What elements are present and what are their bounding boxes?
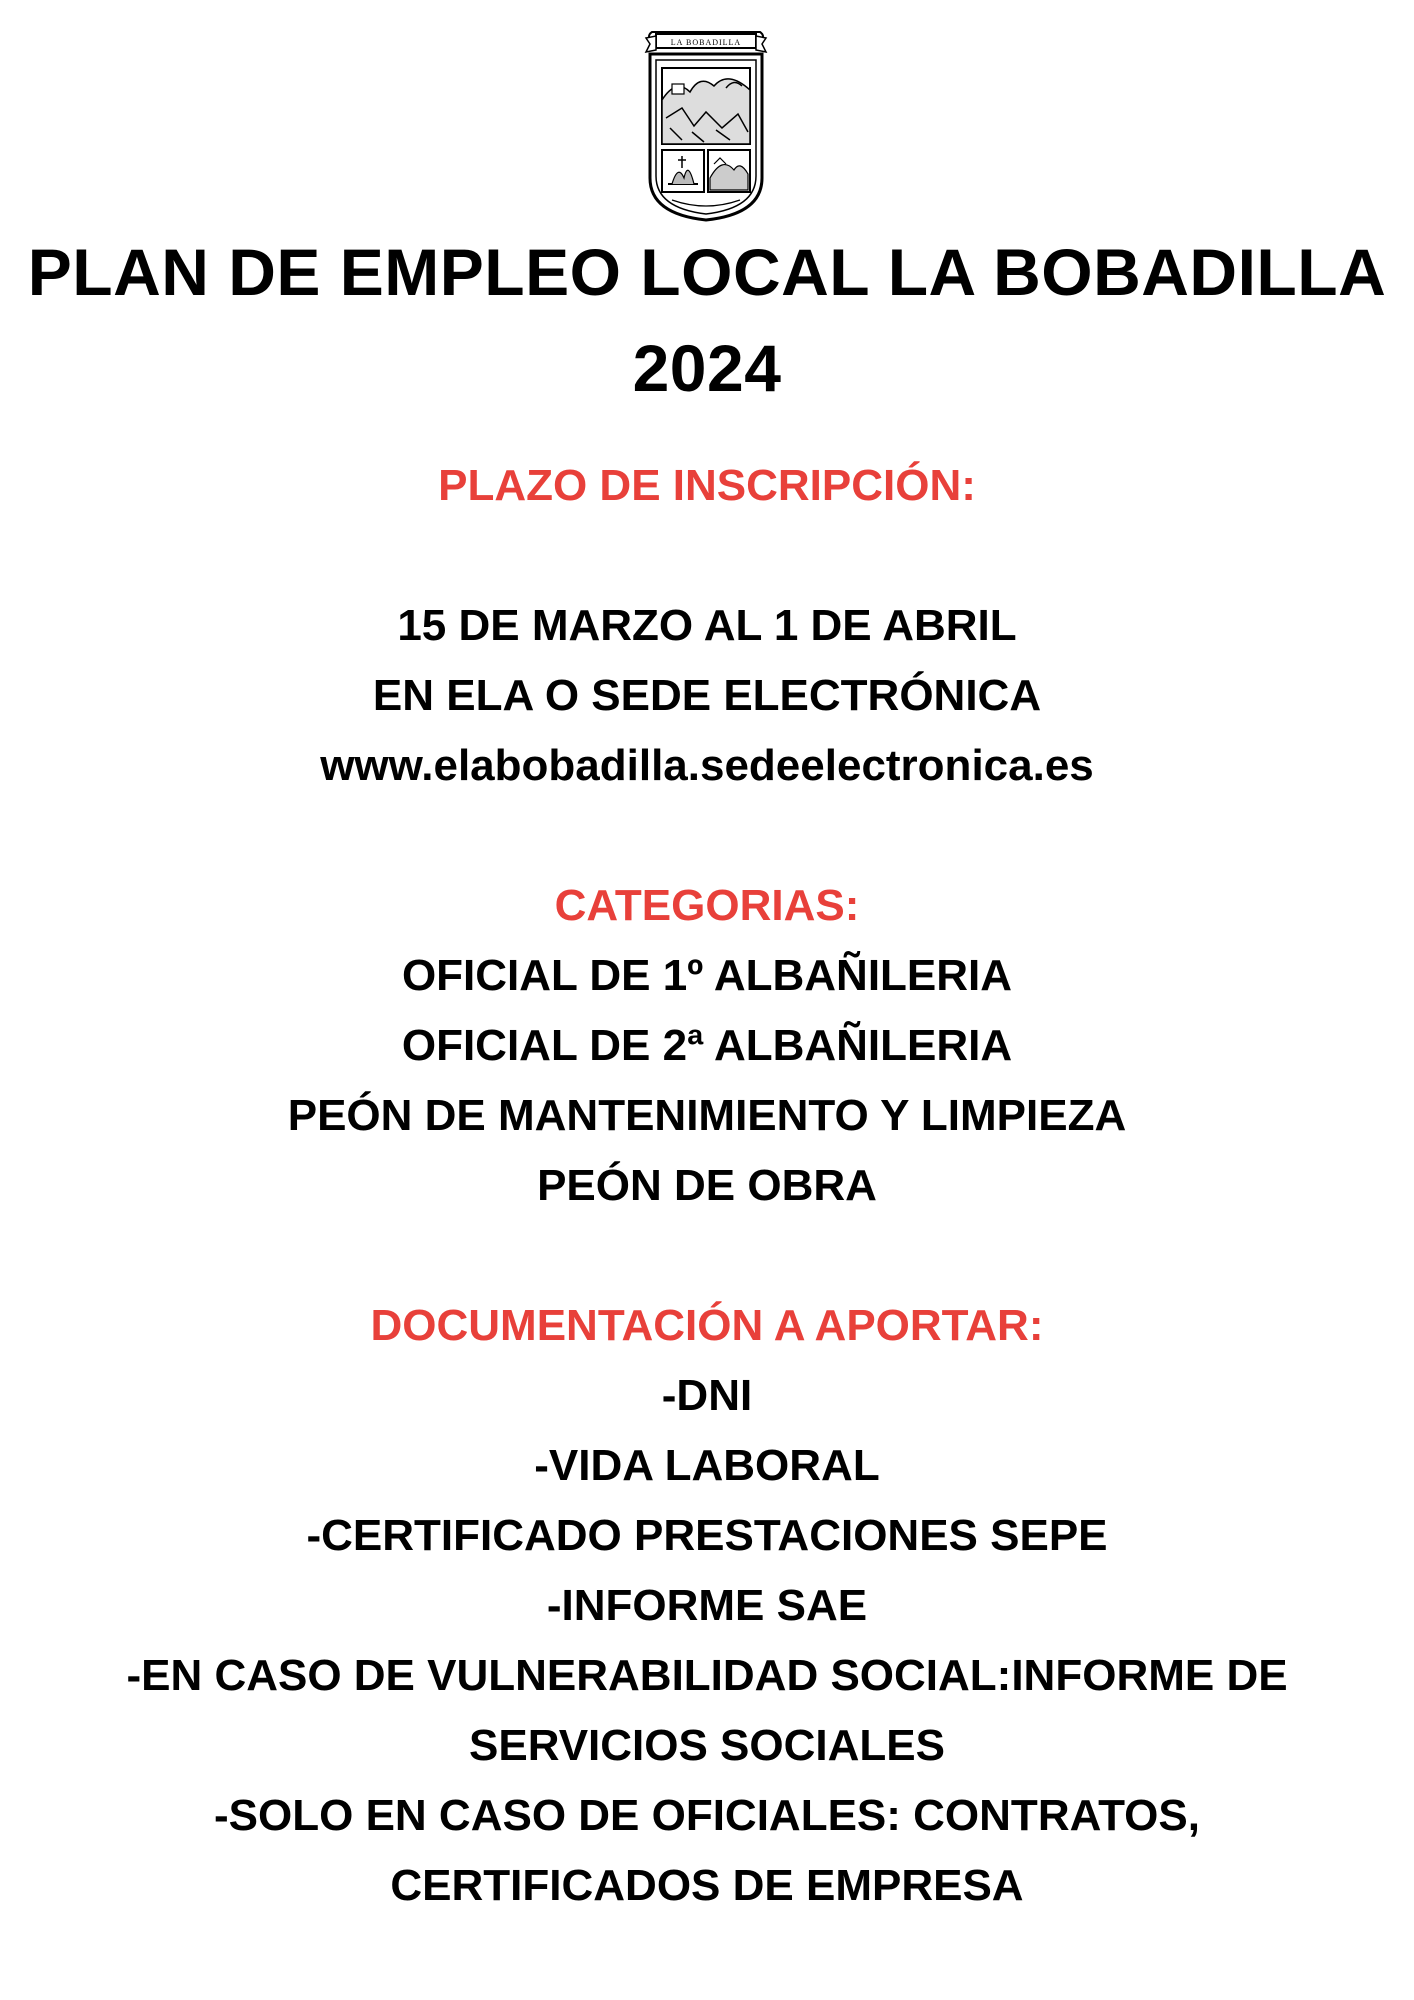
category-item: PEÓN DE OBRA [537,1161,877,1210]
category-item: OFICIAL DE 2ª ALBAÑILERIA [401,1021,1013,1070]
documentation-item: -VIDA LABORAL [534,1441,880,1490]
category-item: OFICIAL DE 1º ALBAÑILERIA [401,951,1013,1000]
title-year: 2024 [632,331,782,405]
documentation-item: -CERTIFICADO PRESTACIONES SEPE [306,1511,1108,1560]
inscription-dates: 15 DE MARZO AL 1 DE ABRIL [397,601,1017,650]
inscription-url[interactable]: www.elabobadilla.sedeelectronica.es [320,741,1094,790]
inscription-heading: PLAZO DE INSCRIPCIÓN: [438,461,976,510]
documentation-item: -DNI [661,1371,753,1420]
categories-heading: CATEGORIAS: [554,881,860,930]
documentation-item-continued: SERVICIOS SOCIALES [469,1721,945,1770]
title-line-1: PLAN DE EMPLEO LOCAL LA BOBADILLA [27,235,1387,309]
coat-of-arms-logo [642,28,770,224]
documentation-heading: DOCUMENTACIÓN A APORTAR: [370,1301,1044,1350]
documentation-item: -SOLO EN CASO DE OFICIALES: CONTRATOS, [214,1791,1200,1840]
svg-text:LA BOBADILLA: LA BOBADILLA [670,38,742,47]
inscription-place: EN ELA O SEDE ELECTRÓNICA [372,671,1042,720]
documentation-item: -EN CASO DE VULNERABILIDAD SOCIAL:INFORME DE [126,1651,1288,1700]
page-title [0,224,1414,416]
category-item: PEÓN DE MANTENIMIENTO Y LIMPIEZA [287,1091,1127,1140]
documentation-item: -INFORME SAE [546,1581,868,1630]
documentation-item-continued: CERTIFICADOS DE EMPRESA [390,1861,1024,1910]
